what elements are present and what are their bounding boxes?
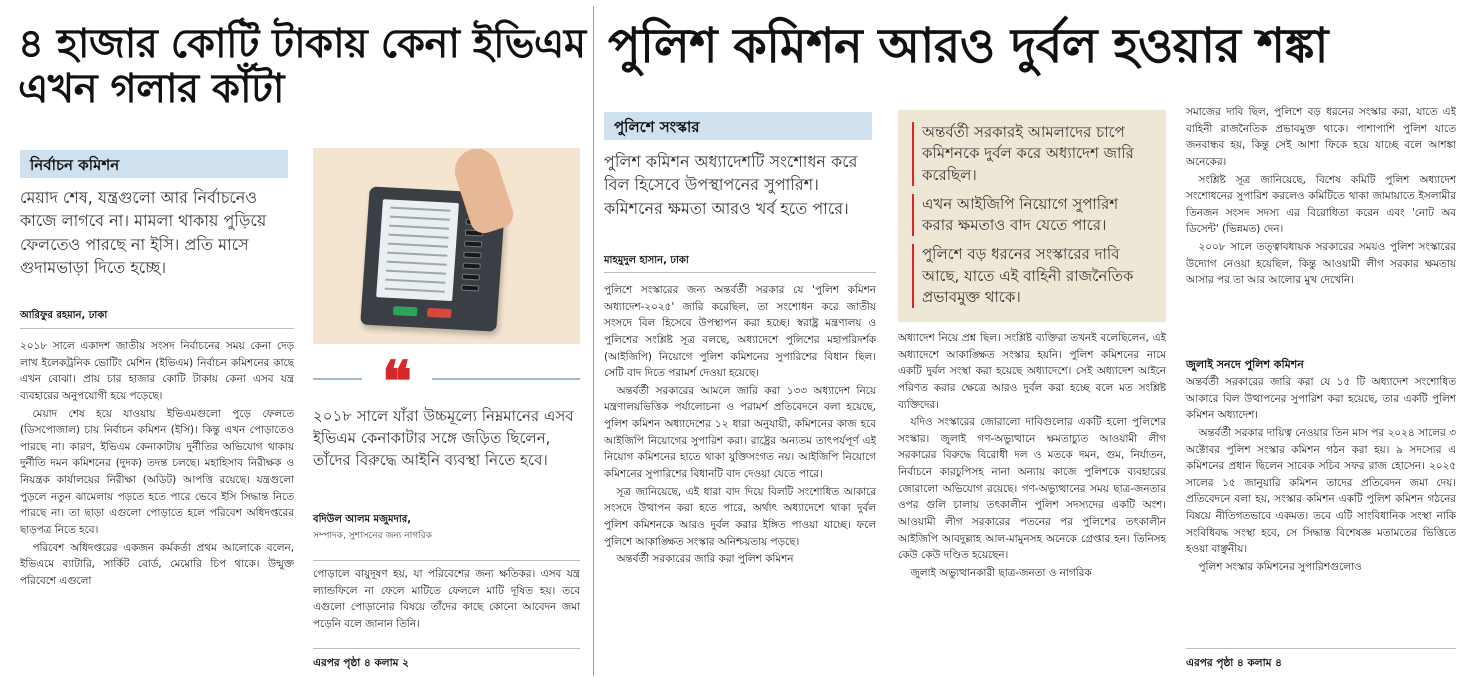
left-headline: ৪ হাজার কোটি টাকায় কেনা ইভিএম এখন গলার কাঁটা (18, 21, 586, 112)
pull-quote-name: বদিউল আলম মজুমদার, (313, 514, 412, 525)
pull-quote-role: সম্পাদক, সুশাসনের জন্য নাগরিক (313, 531, 432, 541)
right-headline: পুলিশ কমিশন আরও দুর্বল হওয়ার শঙ্কা (608, 18, 1328, 74)
section-tag-police-reform: পুলিশে সংস্কার (604, 112, 872, 140)
pull-quote-rule (313, 560, 580, 561)
paragraph: জুলাই অভ্যুত্থানকারী ছাত্র-জনতা ও নাগরিক (910, 566, 1092, 579)
column-separator (593, 6, 594, 676)
paragraph: অন্তর্বর্তী সরকারের জারি করা পুলিশ কমিশন (616, 553, 794, 566)
paragraph: অন্তর্বর্তী সরকারের জারি করা যে ১৫ টি অধ্যাদেশ সংশোধিত আকারে বিল উত্থাপনের সুপারিশ করা হয়েছে, তার একটি পুলিশ কমিশন অধ্যাদেশ। (1186, 376, 1456, 422)
section-tag-election-commission: নির্বাচন কমিশন (20, 150, 288, 178)
highlights-box (898, 110, 1166, 322)
paragraph: পুলিশ সংস্কার কমিশনের সুপারিশগুলোও (1198, 561, 1362, 574)
evm-red-button (427, 308, 452, 318)
paragraph: অন্তর্বর্তী সরকার দায়িত্ব নেওয়ার তিন মাস পর ২০২৪ সালের ৩ অক্টোবর পুলিশ সংস্কার কমিশন গঠন করা হয়। ৯ সদস্যের এ কমিশনের প্রধান ছিলেন সাবেক সচিব সফর রাজ হোসেন। ২০২৫ সালের ১৫ জানুয়ারি কমিশন তাদের প্রতিবেদন জমা দেয়। প্রতিবেদনে বলা হয়, সংস্কার কমিশন একটি পুলিশ কমিশন গঠনের বিষয়ে নীতিগতভাবে একমত। তবে এটি সাংবিধানিক সংস্থা নাকি সংবিধিবদ্ধ সংস্থা হবে, সে সিদ্ধান্ত বিশেষজ্ঞ মতামতের ভিত্তিতে হওয়া বাঞ্ছনীয়। (1186, 426, 1456, 556)
paragraph: ২০০৮ সালে তত্ত্বাবধায়ক সরকারের সময়ও পুলিশ সংস্কারের উদ্যোগ নেওয়া হয়েছিল, কিন্তু আওয়ামী লীগ সরকার ক্ষমতায় আসার পর তা আর আলোর মুখ দেখেনি। (1186, 241, 1456, 287)
evm-green-button (393, 306, 418, 316)
paragraph: পুলিশে সংস্কারের জন্য অন্তর্বর্তী সরকার যে 'পুলিশ কমিশন অধ্যাদেশ-২০২৫' জারি করেছিল, তা সংশোধন করে জাতীয় সংসদে বিল হিসেবে উপস্থাপন করা হচ্ছে। স্বরাষ্ট্র মন্ত্রণালয় ও পুলিশের সংশ্লিষ্ট সূত্র বলছে, অধ্যাদেশে পুলিশের মহাপরিদর্শক (আইজিপি) নিয়োগে পুলিশ কমিশনের সুপারিশের বিধান ছিল। সেটি বাদ দিতে পরামর্শ দেওয়া হয়েছে। (604, 284, 876, 380)
left-column-2 (313, 566, 580, 646)
quote-mark-icon: ❝ (362, 352, 432, 398)
paragraph: পরিবেশ অধিদপ্তরের একজন কর্মকর্তা প্রথম আলোকে বলেন, ইভিএমে ব্যাটারি, সার্কিট বোর্ড, মেমোরি চিপ থাকে। উন্মুক্ত পরিবেশে এগুলো (20, 541, 294, 587)
continued-rule (313, 648, 580, 649)
evm-ballot-panel (376, 199, 459, 301)
right-column-1 (604, 282, 876, 676)
paragraph: মেয়াদ শেষ হয়ে যাওয়ায় ইভিএমগুলো পুড়ে ফেলতে (ডিসপোজাল) চায় নির্বাচন কমিশন (ইসি)। কিন্তু এখন পোড়াতেও পারছে না। কারণ, ইভিএম কেনাকাটায় দুর্নীতির অভিযোগ থাকায় দুর্নীতি দমন কমিশনের (দুদক) তদন্ত চলছে। মহাহিসাব নিরীক্ষক ও নিয়ন্ত্রক কার্যালয়ের নিরীক্ষা (অডিট) আপত্তি রয়েছে। যন্ত্রগুলো পুড়লে নতুন ঝামেলায় পড়তে হতে পারে ভেবে ইসি সিদ্ধান্ত নিতে পারছে না। তা ছাড়া এগুলো পোড়াতে হলে পরিবেশ অধিদপ্তরের ছাড়পত্র নিতে হবে। (20, 407, 294, 537)
left-column-1 (20, 338, 294, 676)
quote-divider (313, 378, 580, 380)
highlight-item: পুলিশে বড় ধরনের সংস্কারের দাবি আছে, যাতে এই বাহিনী রাজনৈতিক প্রভাবমুক্ত থাকে। (912, 244, 1152, 308)
right-continued: এরপর পৃষ্ঠা ৪ কলাম ৪ (1186, 657, 1282, 669)
right-deck: পুলিশ কমিশন অধ্যাদেশটি সংশোধন করে বিল হিসেবে উপস্থাপনের সুপারিশ। কমিশনের ক্ষমতা আরও খর্ব হতে পারে। (604, 152, 858, 218)
right-byline: মাহমুদুল হাসান, ঢাকা (604, 255, 689, 266)
evm-photo (313, 148, 580, 344)
left-byline-rule (20, 328, 294, 329)
right-continued-rule (1186, 648, 1456, 649)
paragraph: পোড়ালে বায়ুদূষণ হয়, যা পরিবেশের জন্য ক্ষতিকর। এসব যন্ত্র ল্যান্ডফিলে না ফেলে মাটিতে ফেললে মাটি দূষিত হয়। তবে এগুলো পোড়ানোর বিষয়ে তাঁদের কাছে কোনো আবেদন জমা পড়েনি বলে জানান তিনি। (313, 568, 580, 630)
subhead-july-charter: জুলাই সনদে পুলিশ কমিশন (1186, 358, 1304, 371)
highlight-item: এখন আইজিপি নিয়োগে সুপারিশ করার ক্ষমতাও বাদ যেতে পারে। (912, 194, 1152, 237)
highlight-item: অন্তর্বর্তী সরকারই আমলাদের চাপে কমিশনকে দুর্বল করে অধ্যাদেশ জারি করেছিল। (912, 122, 1152, 186)
right-column-3 (1186, 104, 1456, 352)
paragraph: ২০১৮ সালে একাদশ জাতীয় সংসদ নির্বাচনের সময় কেনা দেড় লাখ ইলেকট্রনিক ভোটিং মেশিন (ইভিএম) নির্বাচন কমিশনের কাছে এখন বোঝা। প্রায় চার হাজার কোটি টাকায় কেনা এসব যন্ত্র ব্যবহারের অনুপযোগী হয়ে পড়েছে। (20, 340, 294, 402)
left-byline: আরিফুর রহমান, ঢাকা (20, 310, 108, 321)
paragraph: সমাজের দাবি ছিল, পুলিশে বড় ধরনের সংস্কার করা, যাতে এই বাহিনী রাজনৈতিক প্রভাবমুক্ত থাকে। পাশাপাশি পুলিশ যাতে জনবান্ধব হয়, কিন্তু সেই আশা ফিকে হয়ে যাচ্ছে বলে আশঙ্কা অনেকের। (1186, 106, 1456, 168)
left-continued: এরপর পৃষ্ঠা ৪ কলাম ২ (313, 657, 409, 669)
paragraph: অন্তর্বর্তী সরকারের আমলে জারি করা ১৩৩ অধ্যাদেশ নিয়ে মন্ত্রণালয়ভিত্তিক পর্যালোচনা ও পরামর্শ প্রতিবেদনে বলা হয়েছে, পুলিশ কমিশন অধ্যাদেশের ১২ ধারা অনুযায়ী, কমিশনের কাজ হবে আইজিপি নিয়োগের সুপারিশ করা। রাষ্ট্রের অন্যতম তাৎপর্যপূর্ণ এই নিয়োগ কমিশনের হাতে থাকা যুক্তিসংগত নয়। আইজিপি নিয়োগে কমিশনের সুপারিশের বিধানটি বাদ দেওয়া যেতে পারে। (604, 384, 876, 481)
right-column-3b (1186, 374, 1456, 644)
pull-quote-text: ২০১৮ সালে যাঁরা উচ্চমূল্যে নিম্নমানের এসব ইভিএম কেনাকাটার সঙ্গে জড়িত ছিলেন, তাঁদের বিরুদ্ধে আইনি ব্যবস্থা নিতে হবে। (313, 407, 574, 469)
paragraph: অধ্যাদেশ নিয়ে প্রশ্ন ছিল। সংশ্লিষ্ট ব্যক্তিরা তখনই বলেছিলেন, এই অধ্যাদেশে আকাঙ্ক্ষিত সংস্কার হয়নি। পুলিশ কমিশনের নামে একটি দুর্বল সংস্থা করা হয়েছে অধ্যাদেশে। সেই অধ্যাদেশ আইনে পরিণত করার ক্ষেত্রে আরও দুর্বল করা হচ্ছে বলে মত সংশ্লিষ্ট ব্যক্তিদের। (898, 332, 1166, 411)
right-column-2 (898, 330, 1166, 676)
paragraph: সংশ্লিষ্ট সূত্র জানিয়েছে, বিশেষ কমিটি পুলিশ অধ্যাদেশ সংশোধনের সুপারিশ করলেও কমিটিতে থাকা জামায়াতে ইসলামীর তিনজন সংসদ সদস্য এর বিরোধিতা করেন এবং 'নোট অব ডিসেন্ট' (ভিন্নমত) দেন। (1186, 173, 1456, 236)
right-byline-rule (604, 272, 876, 273)
left-deck: মেয়াদ শেষ, যন্ত্রগুলো আর নির্বাচনেও কাজে লাগবে না। মামলা থাকায় পুড়িয়ে ফেলতেও পারছে না ইসি। প্রতি মাসে গুদামভাড়া দিতে হচ্ছে। (20, 188, 267, 278)
paragraph: যদিও সংস্কারের জোরালো দাবিগুলোর একটি হলো পুলিশের সংস্কার। জুলাই গণ-অভ্যুত্থানে ক্ষমতাচ্যুত আওয়ামী লীগ সরকারের বিরুদ্ধে বিরোধী দল ও মতকে দমন, গুম, নির্যাতন, নির্বাচনে কারচুপিসহ নানা অন্যায় কাজে পুলিশকে ব্যবহারের জোরালো অভিযোগ রয়েছে। গণ-অভ্যুত্থানের সময় ছাত্র-জনতার ওপর গুলি চালায় তৎকালীন পুলিশ সদস্যদের একটি অংশ। আওয়ামী লীগ সরকারের পতনের পর পুলিশের তৎকালীন আইজিপি আবদুল্লাহ আল-মামুনসহ অনেকে গ্রেপ্তার হন। তিনিসহ কেউ কেউ দণ্ডিত হয়েছেন। (898, 416, 1166, 562)
paragraph: সূত্র জানিয়েছে, এই ধারা বাদ দিয়ে বিলটি সংশোধিত আকারে সংসদে উত্থাপন করা হতে পারে, অর্থাৎ অধ্যাদেশে থাকা দুর্বল পুলিশ কমিশনকে আরও দুর্বল করার ইঙ্গিত পাওয়া যাচ্ছে। ফলে পুলিশে আকাঙ্ক্ষিত সংস্কার অনিশ্চয়তায় পড়ছে। (604, 485, 876, 548)
